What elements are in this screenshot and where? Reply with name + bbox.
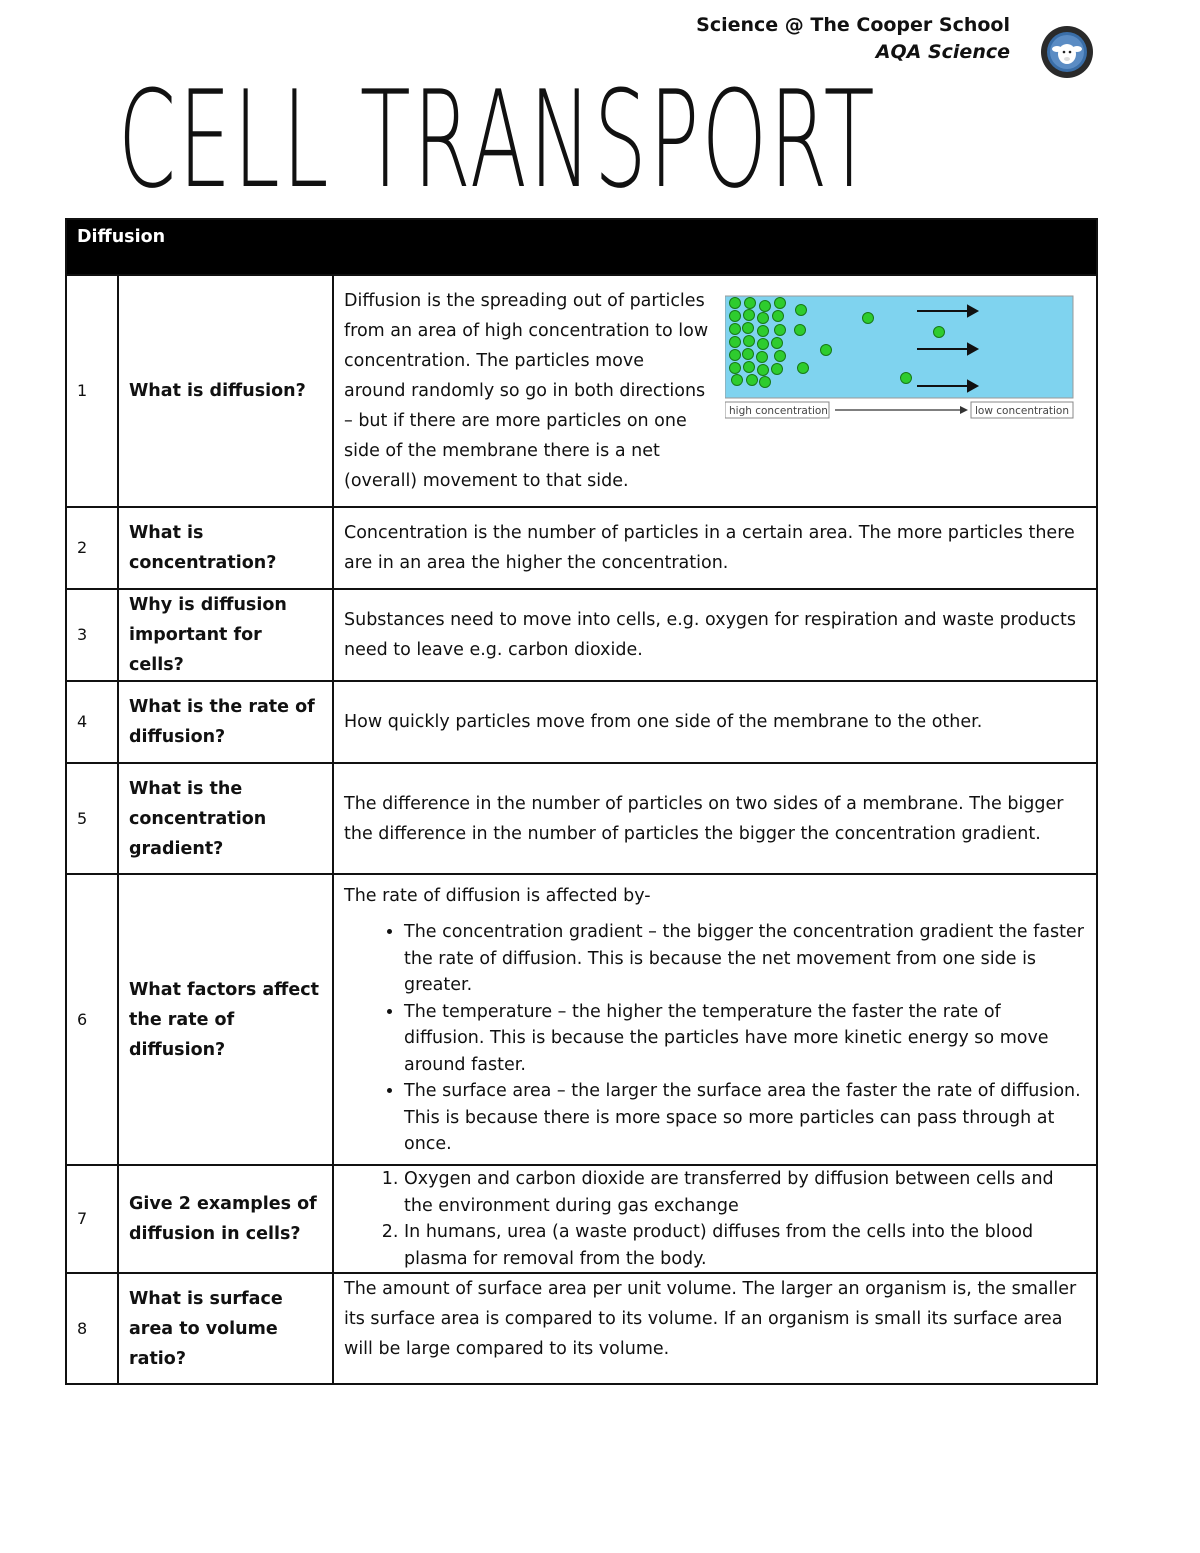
row-answer: The difference in the number of particles on two sides of a membrane. The bigger the difference in the number of particles the bigger the concentration gradient. [333,763,1097,874]
page-header [696,12,1010,66]
row-question: What factors affect the rate of diffusion? [118,874,333,1165]
list-item: • The surface area – the larger the surface area the faster the rate of diffusion. This is because there is more space so more particles can pass through at once. [404,1078,1086,1158]
table-row [66,763,1097,874]
table-row [66,681,1097,763]
diffusion-diagram [725,294,1075,420]
row-number: 7 [66,1165,118,1273]
label-low-concentration: low concentration [975,405,1069,417]
subject-name: AQA Science [875,41,1010,63]
example-list [344,1166,1086,1272]
list-item: • The temperature – the higher the temperature the faster the rate of diffusion. This is because the particles have more kinetic energy so move around faster. [404,999,1086,1079]
table-header-row [66,219,1097,275]
row-number: 3 [66,589,118,681]
list-item: • The concentration gradient – the bigger the concentration gradient the faster the rate of diffusion. This is because the net movement from one side is greater. [404,919,1086,999]
row-number: 1 [66,275,118,507]
row-answer-cell [333,275,1097,507]
school-crest-icon [1040,25,1094,79]
row-question: What is surface area to volume ratio? [118,1273,333,1384]
row-answer: The amount of surface area per unit volume. The larger an organism is, the smaller its surface area is compared to its volume. If an organism is small its surface area will be large compared to its volume. [333,1273,1097,1384]
list-item: 1. Oxygen and carbon dioxide are transferred by diffusion between cells and the environment during gas exchange [404,1166,1086,1219]
row-answer-cell [333,874,1097,1165]
table-row [66,589,1097,681]
row-answer: How quickly particles move from one side of the membrane to the other. [333,681,1097,763]
row-answer: Diffusion is the spreading out of particles from an area of high concentration to low concentration. The particles move around randomly so go in both directions – but if there are more particles on one side of the membrane there is a net (overall) movement to that side. [344,291,709,491]
table-row [66,507,1097,589]
row-question: What is the concentration gradient? [118,763,333,874]
row-number: 4 [66,681,118,763]
label-high-concentration: high concentration [729,405,828,417]
row-question: Give 2 examples of diffusion in cells? [118,1165,333,1273]
row-answer: Substances need to move into cells, e.g. oxygen for respiration and waste products need to leave e.g. carbon dioxide. [333,589,1097,681]
row-answer-intro: The rate of diffusion is affected by- [344,886,651,907]
row-question: What is the rate of diffusion? [118,681,333,763]
table-row [66,1273,1097,1384]
table-row [66,874,1097,1165]
table-row [66,275,1097,507]
row-number: 6 [66,874,118,1165]
row-number: 5 [66,763,118,874]
row-question: Why is diffusion important for cells? [118,589,333,681]
row-answer: Concentration is the number of particles in a certain area. The more particles there are in an area the higher the concentration. [333,507,1097,589]
section-title: Diffusion [66,219,1097,275]
row-question: What is diffusion? [118,275,333,507]
factor-list [344,919,1086,1158]
row-question: What is concentration? [118,507,333,589]
row-answer-cell [333,1165,1097,1273]
row-number: 8 [66,1273,118,1384]
page-title: CELL TRANSPORT [118,62,877,218]
row-number: 2 [66,507,118,589]
table-row [66,1165,1097,1273]
school-name: Science @ The Cooper School [696,14,1010,36]
list-item: 2. In humans, urea (a waste product) diffuses from the cells into the blood plasma for removal from the body. [404,1219,1086,1272]
diffusion-table [65,218,1098,1385]
